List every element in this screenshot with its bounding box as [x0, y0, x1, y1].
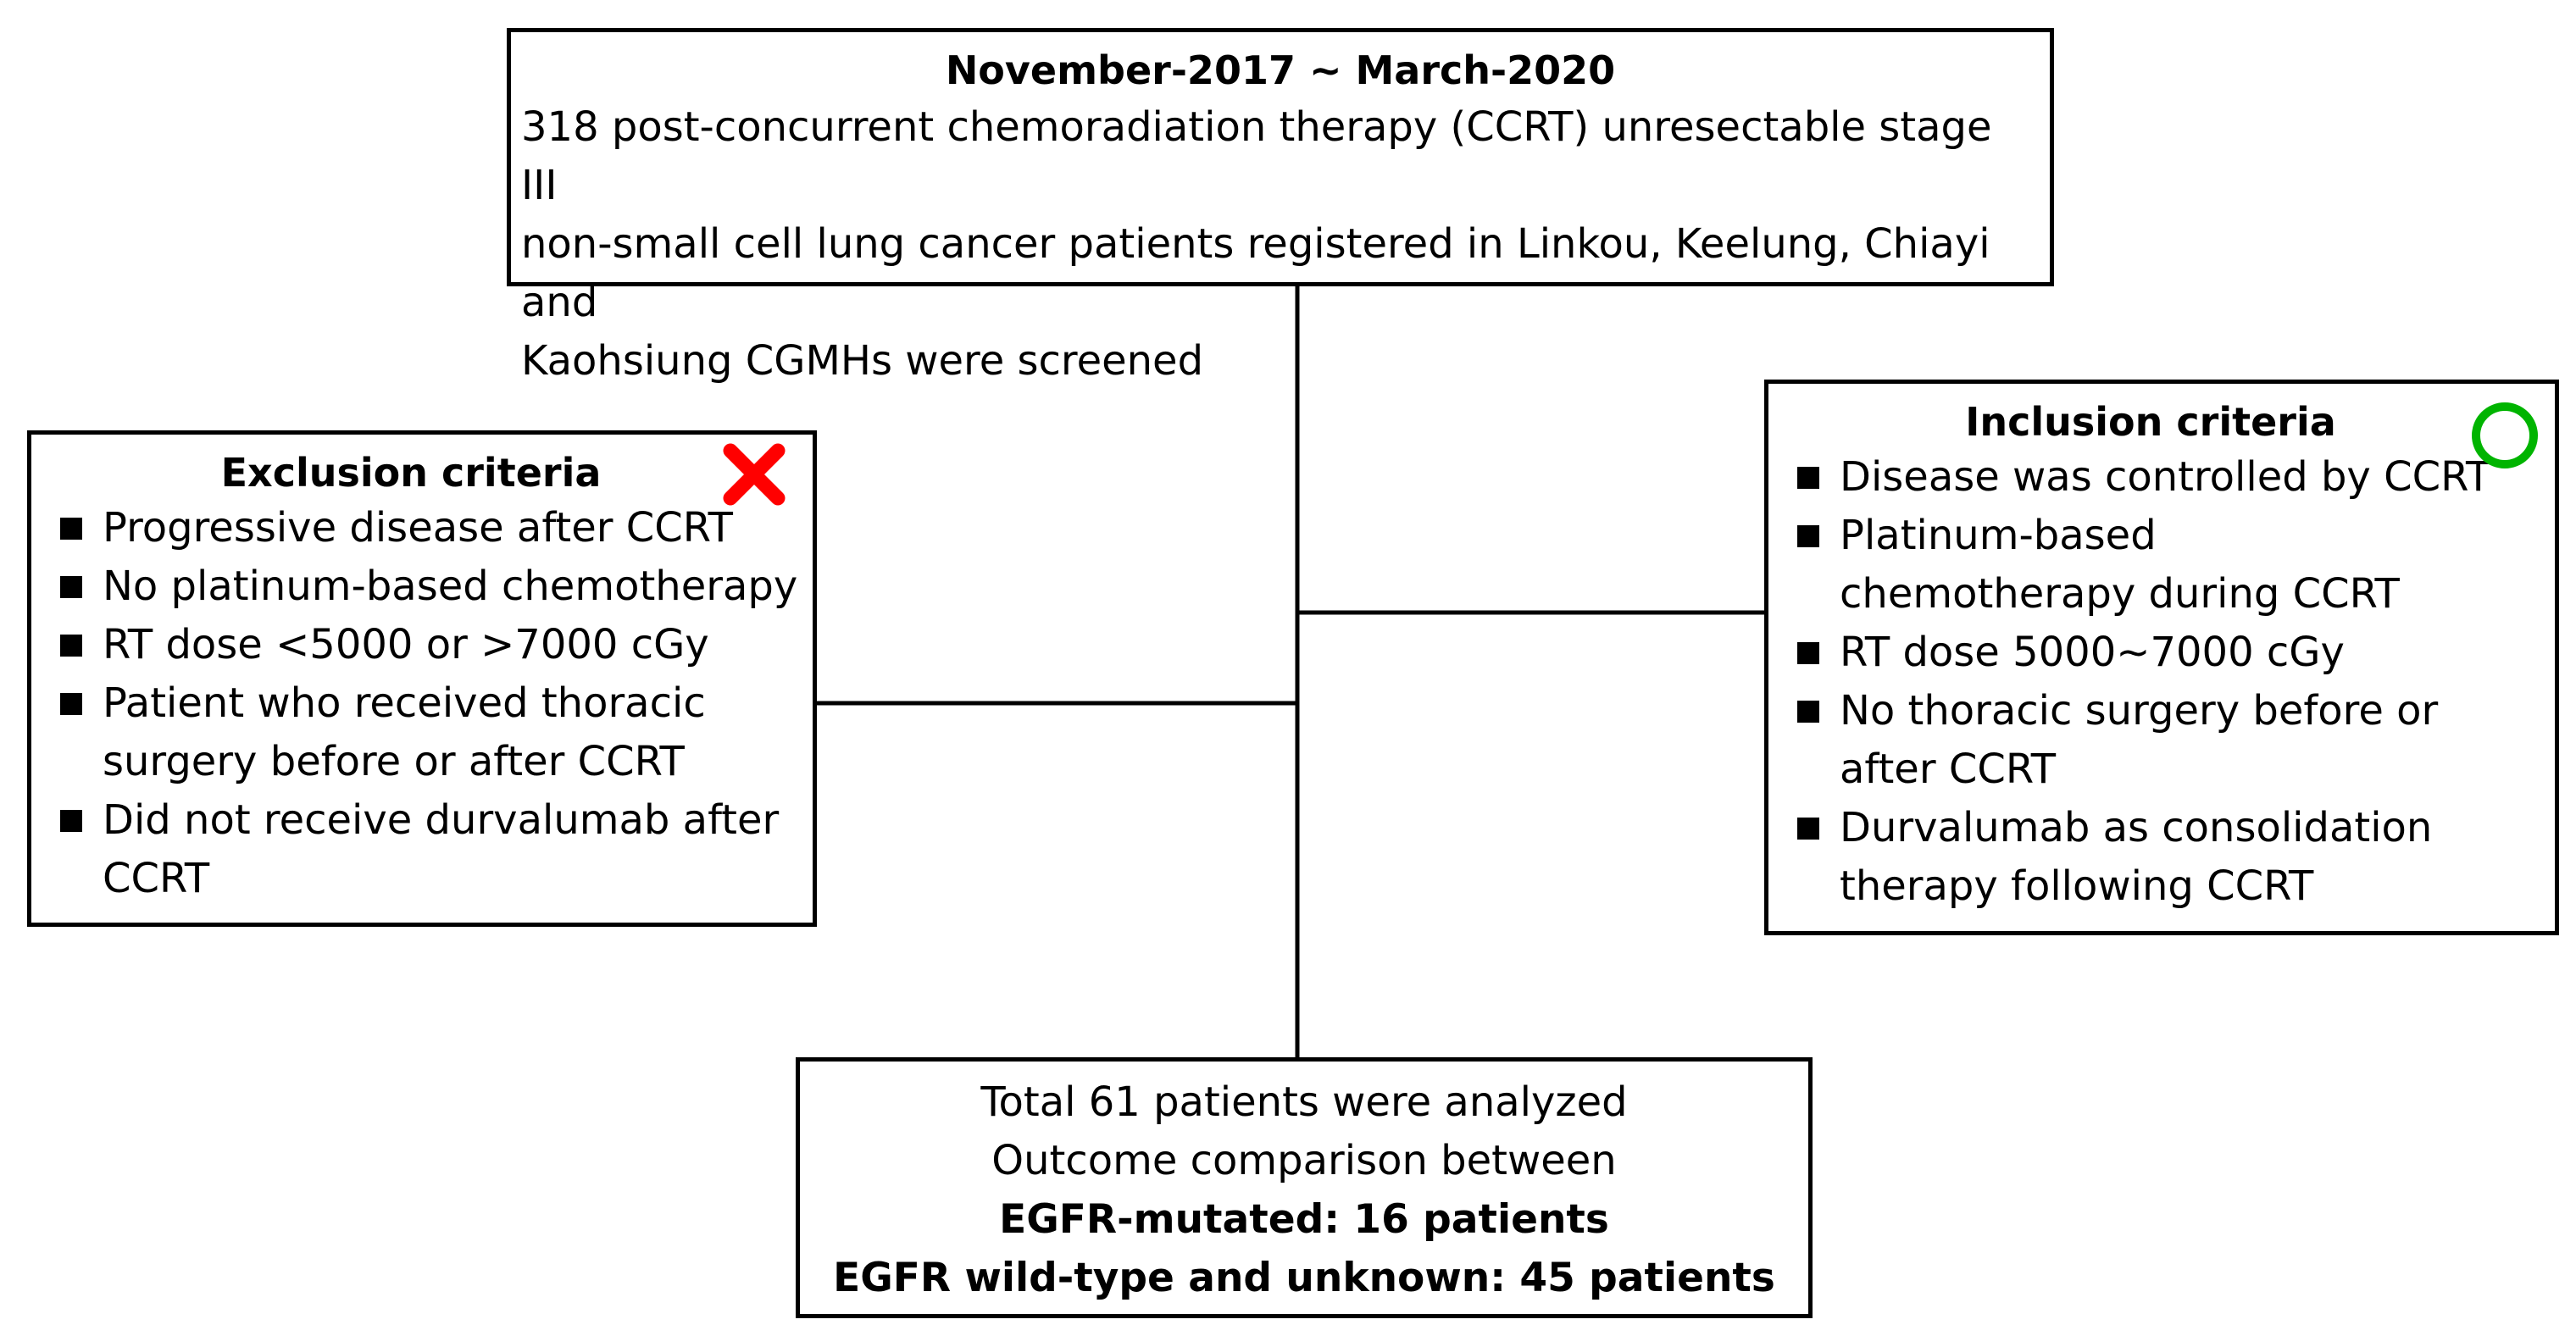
inclusion-item: [1782, 682, 2545, 799]
exclusion-item-text: No platinum-based chemotherapy: [103, 563, 798, 610]
inclusion-item-text: RT dose 5000~7000 cGy: [1840, 629, 2345, 676]
bullet-square-icon: [1797, 818, 1819, 840]
bullet-square-icon: [60, 576, 82, 598]
inclusion-item: [1782, 507, 2545, 624]
bullet-square-icon: [60, 810, 82, 832]
screening-line-1: 318 post-concurrent chemoradiation therapy (CCRT) unresectable stage III: [521, 103, 1992, 209]
exclusion-item: [45, 557, 802, 616]
bullet-square-icon: [60, 635, 82, 657]
exclusion-item-text: Did not receive durvalumab after CCRT: [103, 796, 780, 902]
exclusion-title: Exclusion criteria: [220, 450, 602, 496]
exclusion-item: [45, 616, 802, 674]
exclusion-item: [45, 791, 802, 908]
inclusion-item: [1782, 448, 2545, 507]
inclusion-item-text: Platinum-based chemotherapy during CCRT: [1840, 512, 2400, 618]
inclusion-criteria-box: [1764, 380, 2559, 935]
inclusion-title: Inclusion criteria: [1965, 399, 2336, 445]
exclusion-criteria-box: [27, 430, 817, 927]
bullet-square-icon: [1797, 525, 1819, 547]
bullet-square-icon: [1797, 467, 1819, 489]
outcome-comparison-text: Outcome comparison between: [991, 1137, 1617, 1184]
bullet-square-icon: [60, 693, 82, 715]
screening-box: [507, 28, 2054, 385]
inclusion-item: [1782, 624, 2545, 682]
red-x-icon: [722, 442, 786, 507]
screening-line-2: non-small cell lung cancer patients registered in Linkou, Keelung, Chiayi and: [521, 220, 1990, 326]
screening-line-3: Kaohsiung CGMHs were screened: [521, 337, 1204, 385]
result-box: [796, 1057, 1813, 1318]
inclusion-item-text: Durvalumab as consolidation therapy following CCRT: [1840, 804, 2433, 910]
green-circle-icon: [2468, 398, 2542, 473]
bullet-square-icon: [1797, 701, 1819, 723]
exclusion-item: [45, 499, 802, 557]
bullet-square-icon: [60, 518, 82, 540]
inclusion-item: [1782, 799, 2545, 916]
exclusion-list: [45, 499, 802, 908]
inclusion-item-text: No thoracic surgery before or after CCRT: [1840, 687, 2439, 793]
exclusion-item-text: RT dose <5000 or >7000 cGy: [103, 621, 709, 668]
total-patients-text: Total 61 patients were analyzed: [980, 1078, 1628, 1126]
egfr-wildtype-count: EGFR wild-type and unknown: 45 patients: [833, 1255, 1775, 1301]
exclusion-item: [45, 674, 802, 791]
exclusion-item-text: Patient who received thoracic surgery before or after CCRT: [103, 679, 706, 785]
bullet-square-icon: [1797, 642, 1819, 664]
inclusion-list: [1782, 448, 2545, 916]
inclusion-item-text: Disease was controlled by CCRT: [1840, 453, 2491, 501]
egfr-mutated-count: EGFR-mutated: 16 patients: [999, 1196, 1609, 1243]
exclusion-item-text: Progressive disease after CCRT: [103, 504, 733, 552]
screening-period-title: November-2017 ~ March-2020: [945, 47, 1616, 93]
